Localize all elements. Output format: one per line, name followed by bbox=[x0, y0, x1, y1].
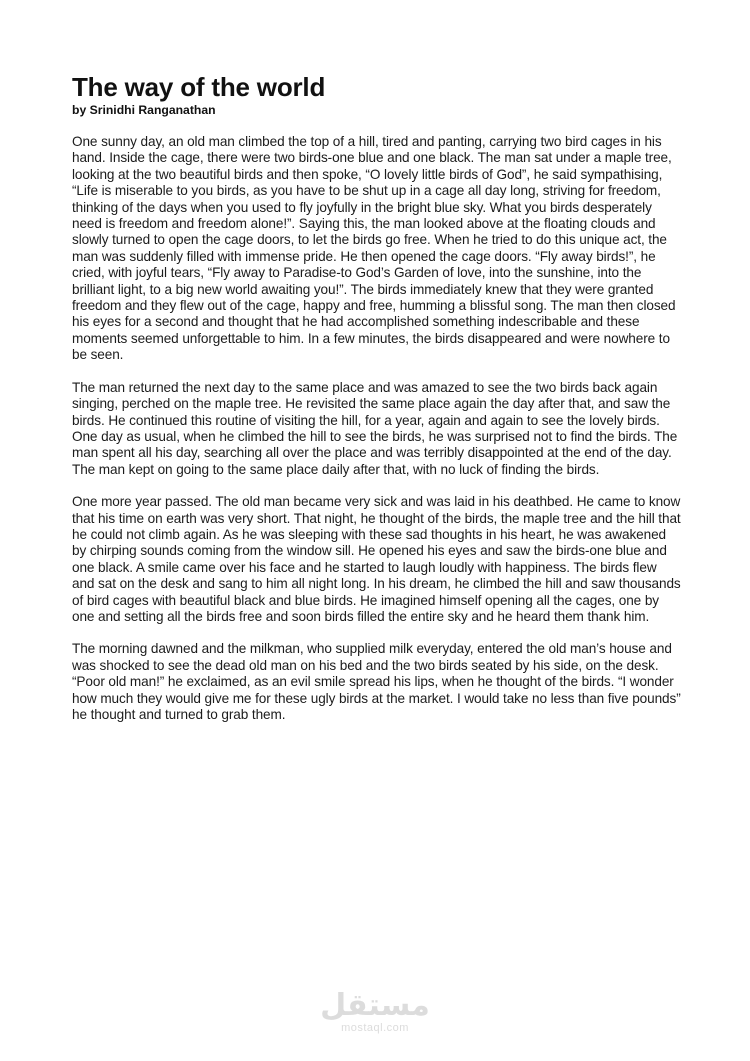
mostaql-watermark bbox=[310, 990, 440, 1042]
paragraph-4: The morning dawned and the milkman, who supplied milk everyday, entered the old man’s house and was shocked to see the dead old man on his bed and the two birds seated by his side, on the desk. “Poor old man!” he exclaimed, as an evil smile spread his lips, when he thought of the birds. “I wonder how much they would give me for these ugly birds at the market. I would take no less than five pounds” he thought and turned to grab them. bbox=[72, 641, 681, 722]
document-byline: by Srinidhi Ranganathan bbox=[72, 103, 216, 117]
paragraph-3: One more year passed. The old man became very sick and was laid in his deathbed. He came to know that his time on earth was very short. That night, he thought of the birds, the maple tree and the hill that he could not climb again. As he was sleeping with these sad thoughts in his heart, he was awakened by chirping sounds coming from the window sill. He opened his eyes and saw the birds-one blue and one black. A smile came over his face and he started to laugh loudly with happiness. The birds flew and sat on the desk and sang to him all night long. In his dream, he climbed the hill and saw thousands of bird cages with beautiful black and blue birds. He imagined himself opening all the cages, one by one and setting all the birds free and soon birds filled the entire sky and he heard them thank him. bbox=[72, 494, 681, 624]
document-title: The way of the world bbox=[72, 72, 326, 102]
paragraph-2: The man returned the next day to the same place and was amazed to see the two birds back again singing, perched on the maple tree. He revisited the same place again the day after that, and saw the birds. He continued this routine of visiting the hill, for a year, again and again to see the lovely birds. One day as usual, when he climbed the hill to see the birds, he was surprised not to find the birds. The man spent all his day, searching all over the place and was terribly disappointed at the end of the day. The man kept on going to the same place daily after that, with no luck of finding the birds. bbox=[72, 379, 678, 477]
paragraph-1: One sunny day, an old man climbed the top of a hill, tired and panting, carrying two bird cages in his hand. Inside the cage, there were two birds-one blue and one black. The man sat under a maple tree, looking at the two beautiful birds and then spoke, “O lovely little birds of God”, he said sympathising, “Life is miserable to you birds, as you have to be shut up in a cage all day long, striving for freedom, thinking of the days when you used to fly joyfully in the bright blue sky. What you birds desperately need is freedom and freedom alone!”. Saying this, the man looked above at the floating clouds and slowly turned to open the cage doors, to let the birds go free. When he tried to do this unique act, the man was suddenly filled with immense pride. He then opened the cage doors. “Fly away birds!”, he cried, with joyful tears, “Fly away to Paradise-to God’s Garden of love, into the sunshine, into the brilliant light, to a big new world awaiting you!”. The birds immediately knew that they were granted freedom and they flew out of the cage, happy and free, humming a blissful song. The man then closed his eyes for a second and thought that he had accomplished something indescribable and these moments seemed unforgettable to him. In a few minutes, the birds disappeared and were nowhere to be seen. bbox=[72, 134, 676, 363]
watermark-latin-text: mostaql.com bbox=[341, 1022, 409, 1034]
document-page bbox=[72, 72, 682, 739]
watermark-arabic-text: مستقل bbox=[320, 988, 430, 1023]
